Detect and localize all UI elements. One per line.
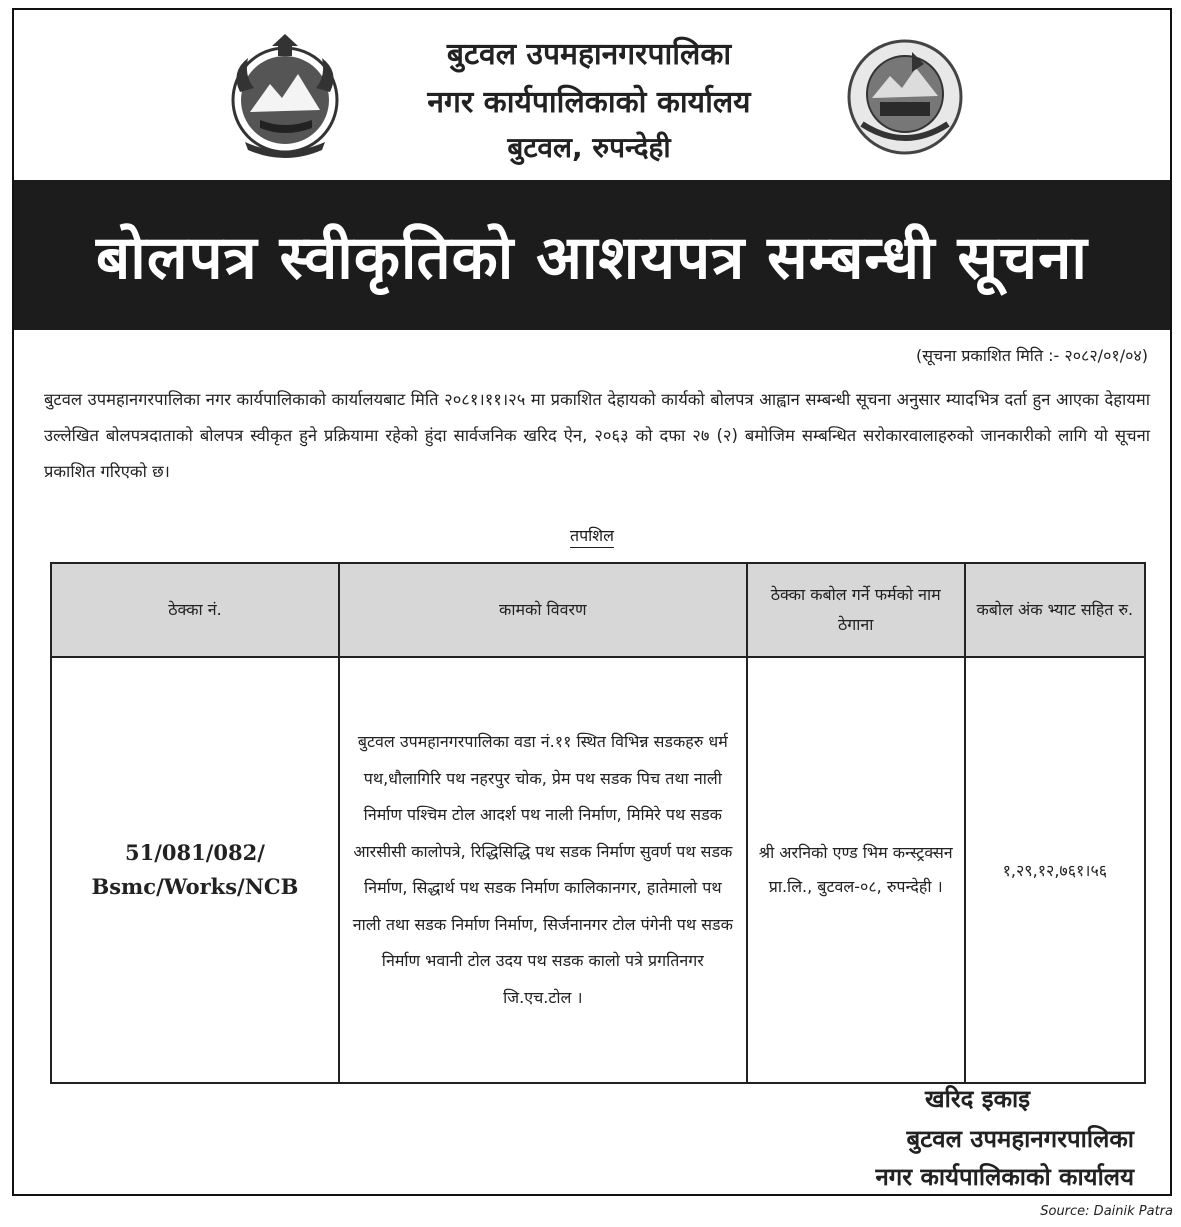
nepal-emblem-icon <box>220 32 350 162</box>
table-caption <box>14 524 1170 546</box>
work-description-cell: बुटवल उपमहानगरपालिका वडा नं.११ स्थित विभिन्न सडकहरु धर्म पथ,धौलागिरि पथ नहरपुर चोक, प्रेम पथ सडक पिच तथा नाली निर्माण पश्चिम टोल आदर्श पथ नाली निर्माण, मिमिरे पथ सडक आरसीसी कालोपत्रे, रिद्धिसिद्धि पथ सडक निर्माण सुवर्ण पथ सडक निर्माण, सिद्धार्थ पथ सडक निर्माण कालिकानगर, हातेमालो पथ नाली तथा सडक निर्माण निर्माण, सिर्जनानगर टोल पंगेनी पथ सडक निर्माण भवानी टोल उदय पथ सडक कालो पत्रे प्रगतिनगर जि.एच.टोल । <box>339 657 747 1083</box>
amount-cell: १,२९,१२,७६१।५६ <box>965 657 1145 1083</box>
notice-body-paragraph: बुटवल उपमहानगरपालिका नगर कार्यपालिकाको कार्यालयबाट मिति २०८१।११।२५ मा प्रकाशित देहायको कार्यको बोलपत्र आह्वान सम्बन्धी सूचना अनुसार म्यादभित्र दर्ता हुन आएका देहायमा उल्लेखित बोलपत्रदाताको बोलपत्र स्वीकृत हुने प्रक्रियामा रहेको हुंदा सार्वजनिक खरिद ऐन, २०६३ को दफा २७ (२) बमोजिम सम्बन्धित सरोकारवालाहरुको जानकारीको लागि यो सूचना प्रकाशित गरिएको छ। <box>44 390 1150 481</box>
table-caption-text: तपशिल <box>570 526 614 548</box>
table-header-row <box>51 563 1145 657</box>
org-name: बुटवल उपमहानगरपालिका <box>446 37 732 72</box>
notice-frame <box>12 8 1172 1196</box>
publication-date: (सूचना प्रकाशित मिति :- २०८२/०१/०४) <box>916 346 1148 365</box>
office-name: नगर कार्यपालिकाको कार्यालय <box>427 85 751 120</box>
contract-no-cell: 51/081/082/ Bsmc/Works/NCB <box>51 657 339 1083</box>
header-firm: ठेक्का कबोल गर्ने फर्मको नाम ठेगाना <box>747 563 965 657</box>
signature-unit: खरिद इकाइ <box>925 1085 1030 1113</box>
notice-header <box>14 10 1170 178</box>
notice-title-banner <box>14 180 1170 330</box>
signature-office: नगर कार्यपालिकाको कार्यालय <box>875 1163 1134 1191</box>
notice-title: बोलपत्र स्वीकृतिको आशयपत्र सम्बन्धी सूचना <box>96 223 1088 293</box>
firm-cell: श्री अरनिको एण्ड भिम कन्स्ट्रक्सन प्रा.लि., बुटवल-०८, रुपन्देही । <box>747 657 965 1083</box>
butwal-municipality-seal-icon <box>840 32 970 162</box>
office-location: बुटवल, रुपन्देही <box>507 131 671 164</box>
signature-org-name: बुटवल उपमहानगरपालिका <box>906 1125 1134 1153</box>
header-work-description: कामको विवरण <box>339 563 747 657</box>
header-amount: कबोल अंक भ्याट सहित रु. <box>965 563 1145 657</box>
contract-table <box>50 562 1146 1084</box>
table-row <box>51 657 1145 1083</box>
source-credit: Source: Dainik Patra <box>1040 1204 1173 1219</box>
header-contract-no: ठेक्का नं. <box>51 563 339 657</box>
